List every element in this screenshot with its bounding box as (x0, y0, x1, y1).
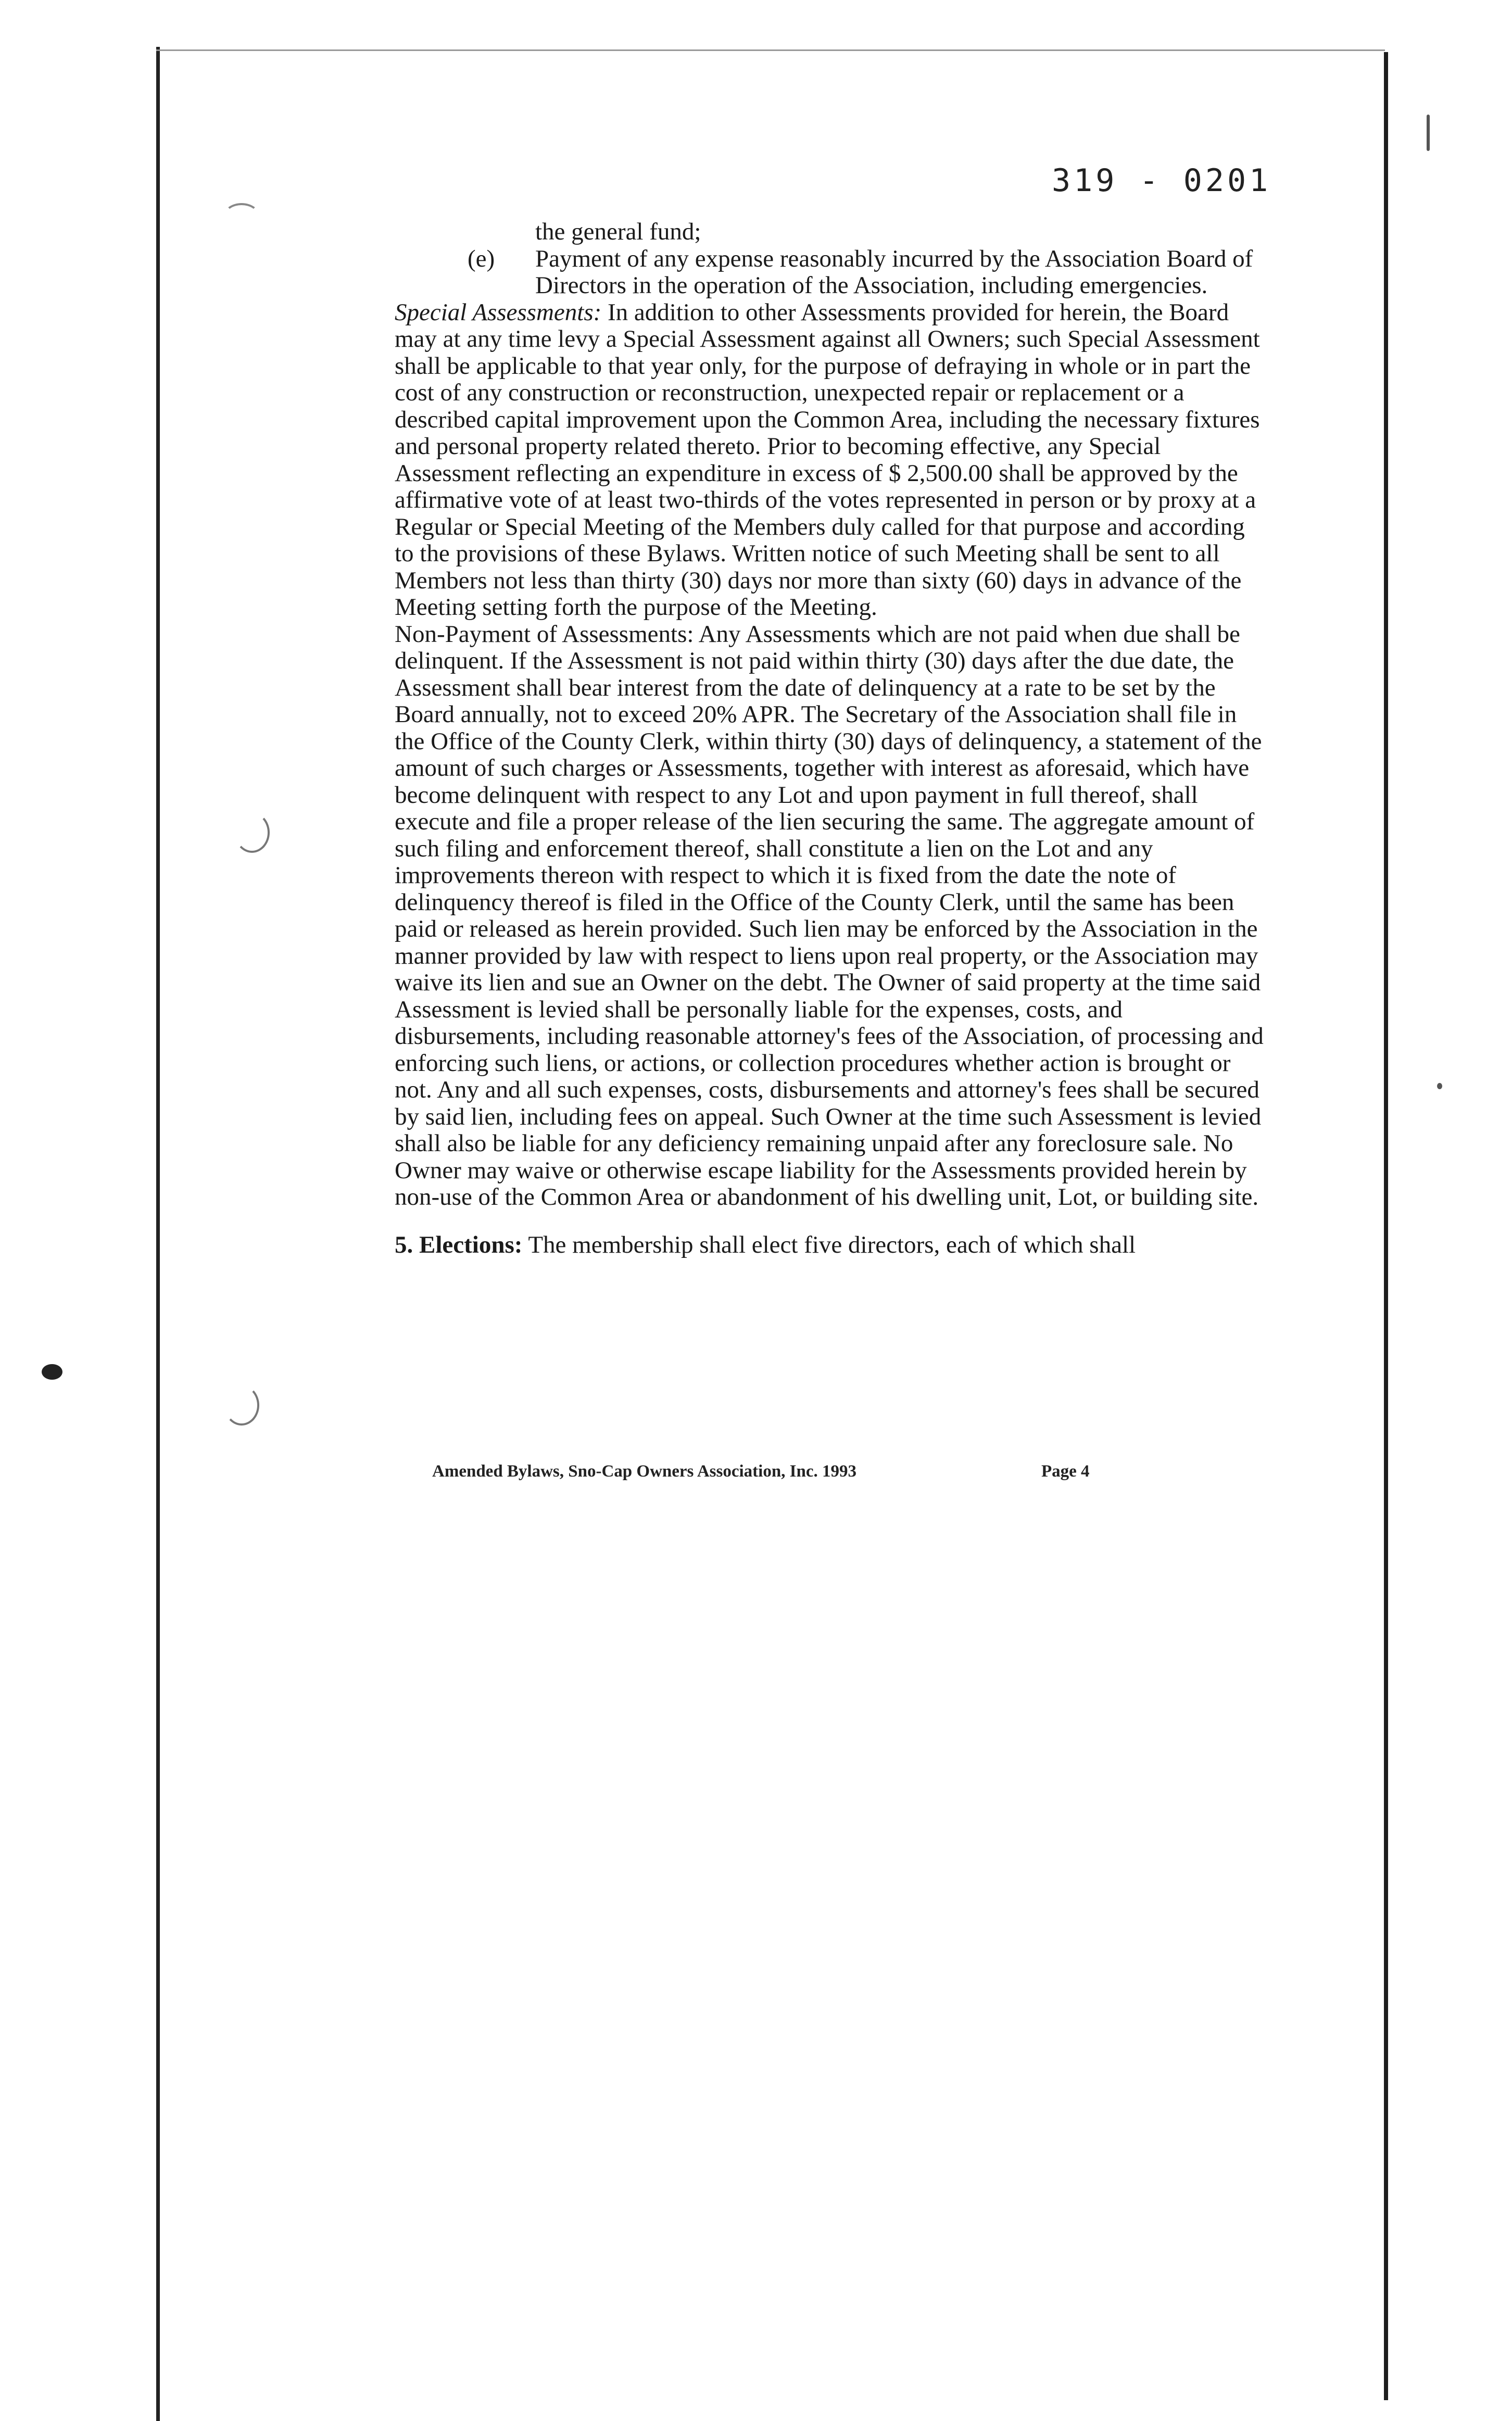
list-item-e (395, 246, 1269, 299)
ink-blot (42, 1364, 62, 1380)
edge-mark (1427, 115, 1430, 151)
footer-title: Amended Bylaws, Sno-Cap Owners Association, Inc. 1993 (432, 1462, 857, 1481)
page-footer (432, 1462, 1090, 1481)
punch-hole-mark (234, 812, 270, 853)
page-edge-top (156, 49, 1385, 51)
document-body (395, 219, 1269, 1258)
special-assessments-paragraph (395, 299, 1269, 621)
list-item-text: Payment of any expense reasonably incurred by the Association Board of Directors in the operation of the Association, including emergencies. (535, 245, 1253, 299)
punch-hole-mark (224, 203, 259, 228)
general-fund-line: the general fund; (535, 218, 701, 245)
page-edge-right (1384, 52, 1388, 2400)
list-item-marker: (e) (468, 245, 495, 272)
elections-label: 5. Elections: (395, 1231, 523, 1258)
edge-mark (1437, 1083, 1442, 1089)
punch-hole-mark (224, 1385, 259, 1426)
elections-paragraph (395, 1232, 1269, 1259)
elections-text: The membership shall elect five directors, each of which shall (528, 1231, 1136, 1258)
non-payment-paragraph: Non-Payment of Assessments: Any Assessments which are not paid when due shall be delinquent. If the Assessment is not paid within thirty (30) days after the due date, the Assessment shall bear interest from the date of delinquency at a rate to be set by the Board annually, not to exceed 20% APR. The Secretary of the Association shall file in the Office of the County Clerk, within thirty (30) days of delinquency, a statement of the amount of such charges or Assessments, together with interest as aforesaid, which have become delinquent with respect to any Lot and upon payment in full thereof, shall execute and file a proper release of the lien securing the same. The aggregate amount of such filing and enforcement thereof, shall constitute a lien on the Lot and any improvements thereon with respect to which it is fixed from the date the note of delinquency thereof is filed in the Office of the County Clerk, until the same has been paid or released as herein provided. Such lien may be enforced by the Association in the manner provided by law with respect to liens upon real property, or the Association may waive its lien and sue an Owner on the debt. The Owner of said property at the time said Assessment is levied shall be personally liable for the expenses, costs, and disbursements, including reasonable attorney's fees of the Association, of processing and enforcing such liens, or actions, or collection procedures whether action is brought or not. Any and all such expenses, costs, disbursements and attorney's fees shall be secured by said lien, including fees on appeal. Such Owner at the time such Assessment is levied shall also be liable for any deficiency remaining unpaid after any foreclosure sale. No Owner may waive or otherwise escape liability for the Assessments provided herein by non-use of the Common Area or abandonment of his dwelling unit, Lot, or building site. (395, 620, 1264, 1210)
page-edge-left (156, 47, 160, 2421)
special-assessments-label: Special Assessments: (395, 298, 602, 326)
special-assessments-text: In addition to other Assessments provided for herein, the Board may at any time levy a Special Assessment against all Owners; such Special Assessment shall be applicable to that year only, for the purpose of defraying in whole or in part the cost of any construction or reconstruction, unexpected repair or replacement or a described capital improvement upon the Common Area, including the necessary fixtures and personal property related thereto. Prior to becoming effective, any Special Assessment reflecting an expenditure in excess of $ 2,500.00 shall be approved by the affirmative vote of at least two-thirds of the votes represented in person or by proxy at a Regular or Special Meeting of the Members duly called for that purpose and according to the provisions of these Bylaws. Written notice of such Meeting shall be sent to all Members not less than thirty (30) days nor more than sixty (60) days in advance of the Meeting setting forth the purpose of the Meeting. (395, 298, 1260, 621)
footer-page-number: Page 4 (1041, 1462, 1090, 1481)
document-number: 319 - 0201 (1052, 162, 1271, 199)
